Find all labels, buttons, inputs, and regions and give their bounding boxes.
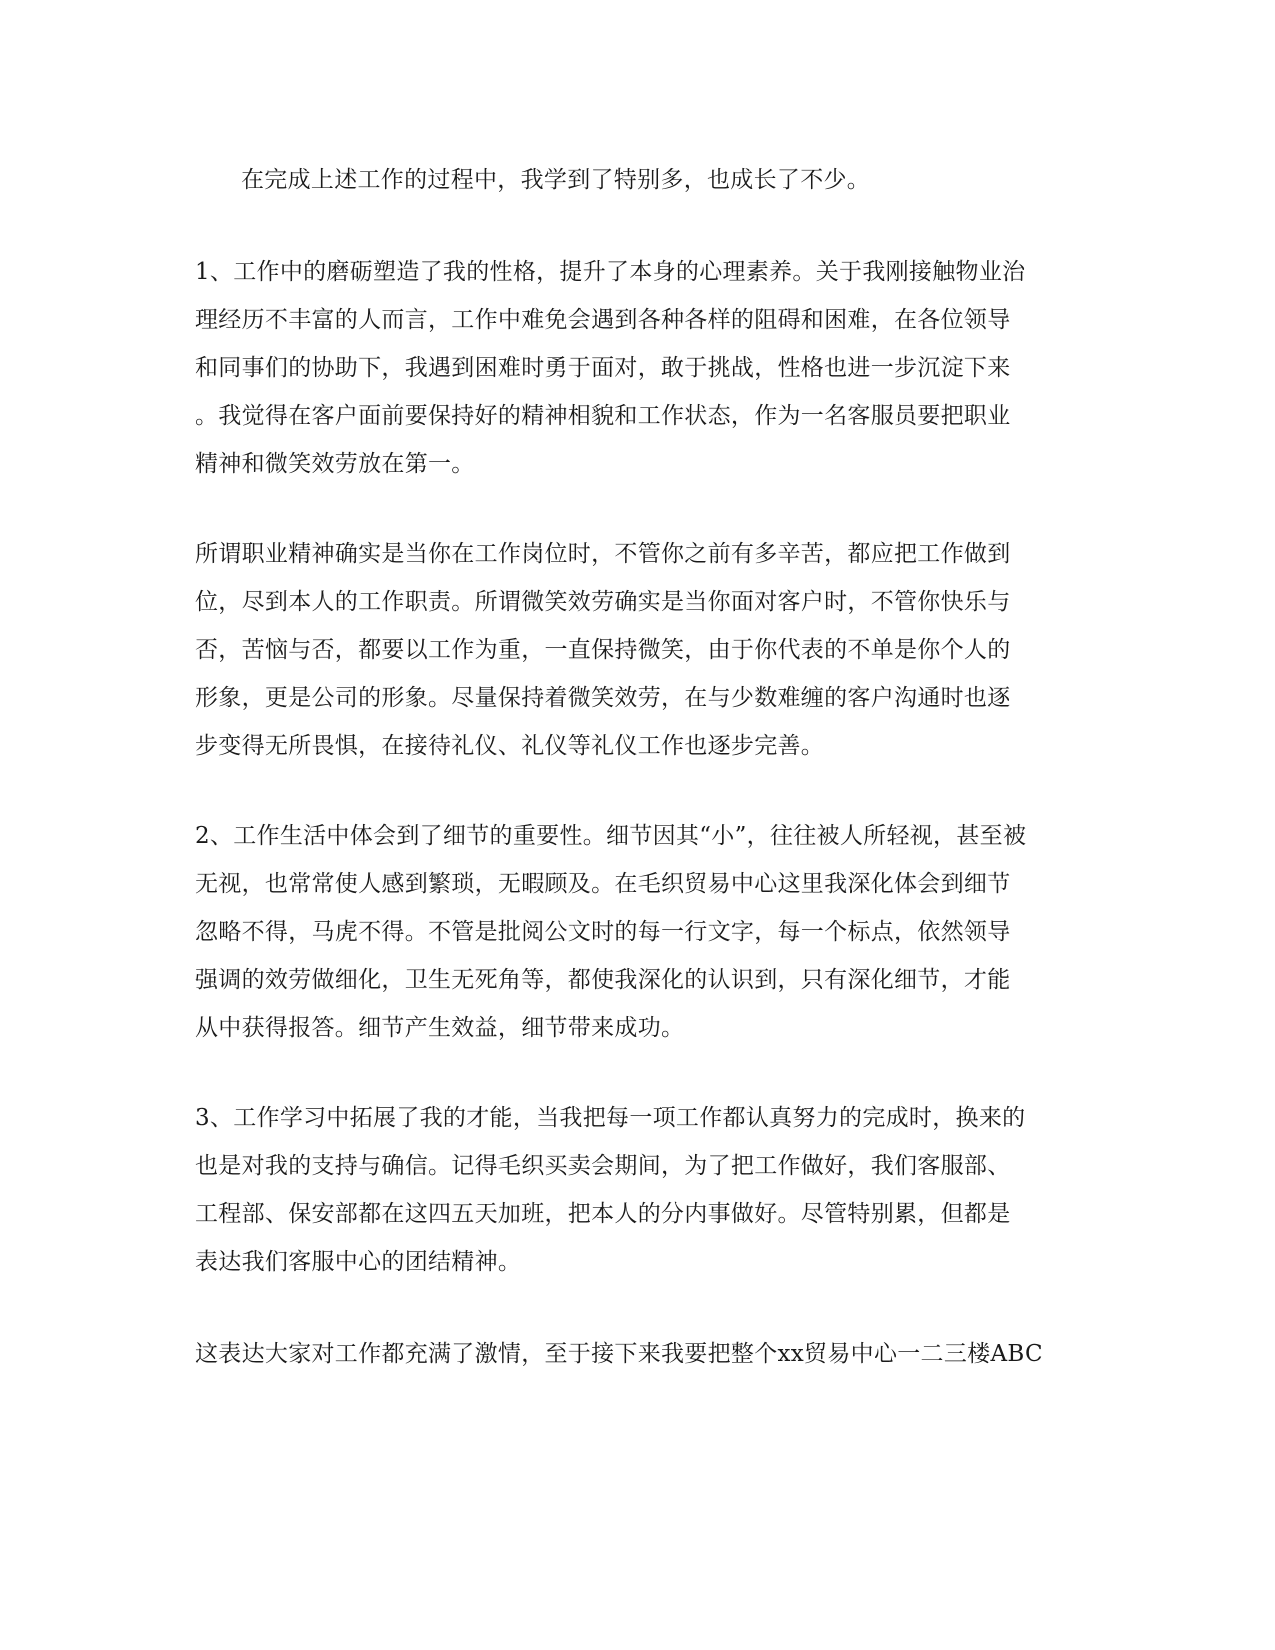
text-line: 理经历不丰富的人而言，工作中难免会遇到各种各样的阻碍和困难，在各位领导 bbox=[195, 307, 1011, 333]
text-line: 2、工作生活中体会到了细节的重要性。细节因其“小”，往往被人所轻视，甚至被 bbox=[195, 823, 1027, 849]
text-line: 3、工作学习中拓展了我的才能，当我把每一项工作都认真努力的完成时，换来的 bbox=[195, 1105, 1026, 1131]
text-line: 。我觉得在客户面前要保持好的精神相貌和工作状态，作为一名客服员要把职业 bbox=[195, 403, 1011, 429]
text-line: 精神和微笑效劳放在第一。 bbox=[195, 451, 475, 477]
text-line: 无视，也常常使人感到繁琐，无暇顾及。在毛织贸易中心这里我深化体会到细节 bbox=[195, 871, 1011, 897]
paragraph-point-3 bbox=[195, 1094, 1075, 1286]
text-line: 在完成上述工作的过程中，我学到了特别多，也成长了不少。 bbox=[241, 167, 871, 193]
text-line: 这表达大家对工作都充满了激情，至于接下来我要把整个xx贸易中心一二三楼ABC bbox=[195, 1341, 1043, 1367]
text-line: 否，苦恼与否，都要以工作为重，一直保持微笑，由于你代表的不单是你个人的 bbox=[195, 637, 1011, 663]
paragraph-point-1 bbox=[195, 248, 1075, 488]
paragraph-point-2 bbox=[195, 812, 1075, 1052]
text-line: 步变得无所畏惧，在接待礼仪、礼仪等礼仪工作也逐步完善。 bbox=[195, 733, 825, 759]
text-line: 从中获得报答。细节产生效益，细节带来成功。 bbox=[195, 1015, 685, 1041]
text-line: 所谓职业精神确实是当你在工作岗位时，不管你之前有多辛苦，都应把工作做到 bbox=[195, 541, 1011, 567]
text-line: 也是对我的支持与确信。记得毛织买卖会期间，为了把工作做好，我们客服部、 bbox=[195, 1153, 1011, 1179]
paragraph-closing bbox=[195, 1330, 1075, 1378]
text-line: 形象，更是公司的形象。尽量保持着微笑效劳，在与少数难缠的客户沟通时也逐 bbox=[195, 685, 1011, 711]
text-line: 工程部、保安部都在这四五天加班，把本人的分内事做好。尽管特别累，但都是 bbox=[195, 1201, 1011, 1227]
text-line: 表达我们客服中心的团结精神。 bbox=[195, 1249, 522, 1275]
text-line: 忽略不得，马虎不得。不管是批阅公文时的每一行文字，每一个标点，依然领导 bbox=[195, 919, 1011, 945]
text-line: 强调的效劳做细化，卫生无死角等，都使我深化的认识到，只有深化细节，才能 bbox=[195, 967, 1011, 993]
paragraph-professional-spirit bbox=[195, 530, 1075, 770]
text-line: 1、工作中的磨砺塑造了我的性格，提升了本身的心理素养。关于我刚接触物业治 bbox=[195, 259, 1026, 285]
paragraph-intro bbox=[195, 156, 1121, 204]
text-line: 和同事们的协助下，我遇到困难时勇于面对，敢于挑战，性格也进一步沉淀下来 bbox=[195, 355, 1011, 381]
text-line: 位，尽到本人的工作职责。所谓微笑效劳确实是当你面对客户时，不管你快乐与 bbox=[195, 589, 1011, 615]
